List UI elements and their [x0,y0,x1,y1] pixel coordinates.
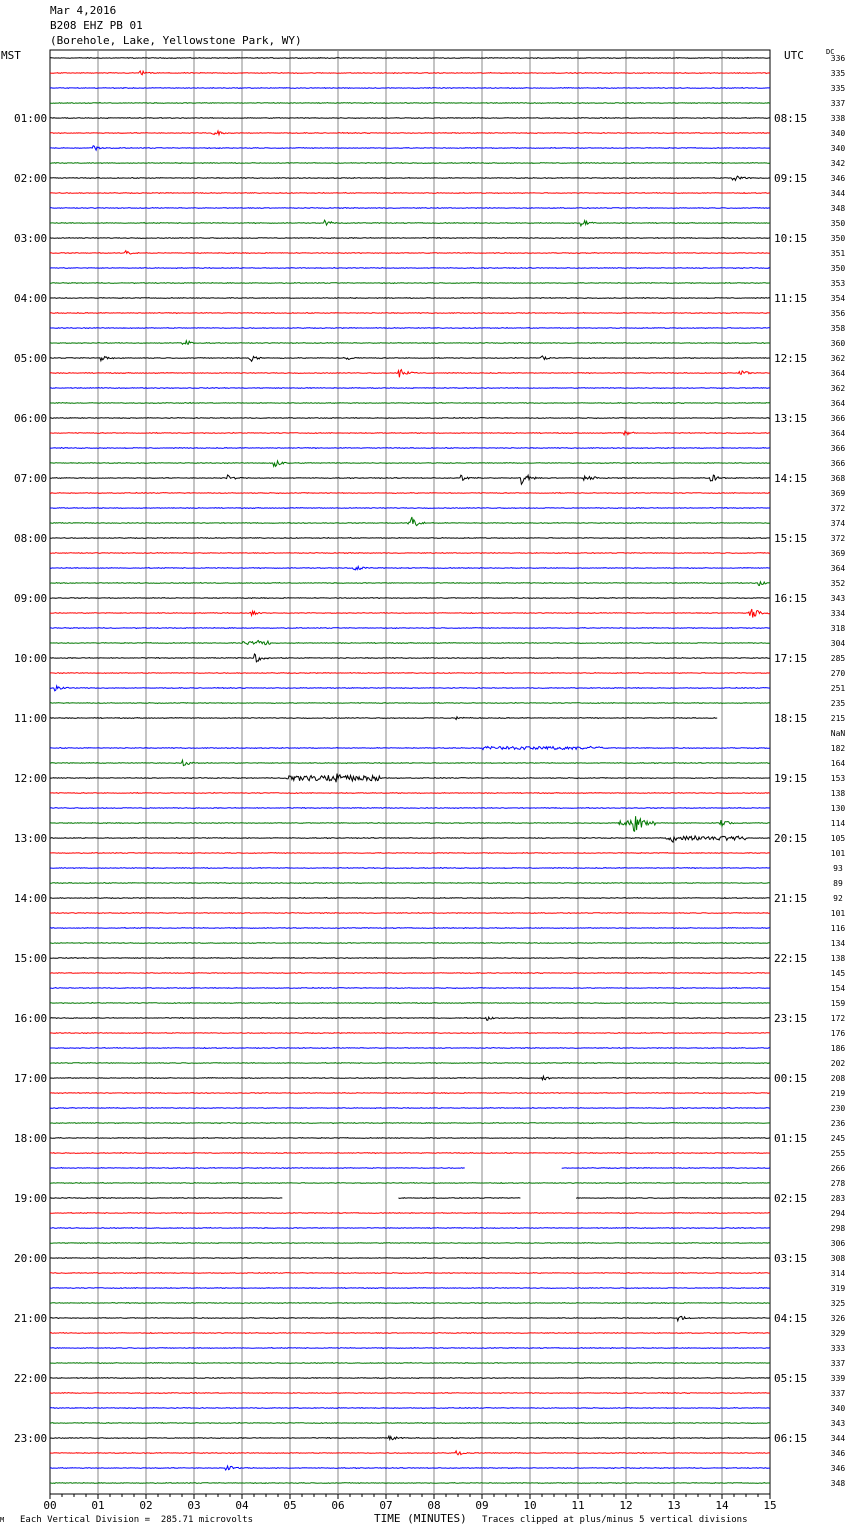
trace-line [50,1093,770,1094]
dc-offset-label: 278 [830,1179,846,1188]
trace-line [50,431,770,435]
dc-offset-label: 366 [830,444,846,453]
dc-offset-label: 138 [830,954,846,963]
trace-line [50,686,770,691]
dc-offset-label: 154 [830,984,846,993]
dc-offset-label: 362 [830,384,846,393]
dc-offset-label: NaN [830,729,846,738]
mst-hour-label: 02:00 [14,172,48,185]
dc-offset-label: 351 [830,249,846,258]
trace-line [50,71,770,75]
dc-offset-label: 346 [830,1464,846,1473]
dc-offset-label: 372 [830,504,846,513]
trace-line [50,538,770,539]
trace-line [50,598,770,599]
xaxis-title: TIME (MINUTES) [374,1512,467,1525]
trace-line [562,1168,770,1169]
trace-line [50,836,770,842]
utc-hour-label: 06:15 [774,1432,808,1445]
x-tick-label: 03 [187,1499,201,1512]
trace-line [50,641,770,645]
dc-offset-label: 342 [830,159,846,168]
dc-offset-label: 364 [830,429,846,438]
x-tick-label: 00 [43,1499,57,1512]
trace-line [50,943,770,944]
x-tick-label: 11 [571,1499,585,1512]
mst-hour-label: 17:00 [14,1072,48,1085]
dc-offset-label: 283 [830,1194,846,1203]
trace-line [50,118,770,119]
dc-offset-label: 354 [830,294,846,303]
trace-line [50,808,770,809]
x-tick-label: 04 [235,1499,249,1512]
dc-offset-label: 138 [830,789,846,798]
utc-hour-label: 04:15 [774,1312,808,1325]
dc-offset-label: 130 [830,804,846,813]
trace-line [50,475,770,484]
dc-offset-label: 364 [830,399,846,408]
trace-line [50,1198,282,1199]
dc-offset-label: 344 [830,1434,846,1443]
trace-line [50,1063,770,1064]
trace-line [50,1228,770,1229]
trace-line [50,1048,770,1049]
location-label: (Borehole, Lake, Yellowstone Park, WY) [50,34,302,47]
x-tick-label: 13 [667,1499,681,1512]
dc-offset-label: 101 [830,849,846,858]
mst-hour-label: 09:00 [14,592,48,605]
trace-line [50,251,770,254]
mst-hour-label: 08:00 [14,532,48,545]
trace-line [50,146,770,150]
dc-offset-label: 318 [830,624,846,633]
x-tick-label: 08 [427,1499,441,1512]
trace-line [50,673,770,674]
trace-line [50,1333,770,1334]
dc-offset-label: 344 [830,189,846,198]
x-tick-label: 02 [139,1499,153,1512]
trace-line [50,370,770,378]
station-label: B208 EHZ PB 01 [50,19,143,32]
mst-hour-label: 12:00 [14,772,48,785]
trace-line [50,1316,770,1320]
dc-offset-label: 145 [830,969,846,978]
trace-line [50,508,770,509]
dc-offset-label: 245 [830,1134,846,1143]
x-tick-label: 06 [331,1499,345,1512]
trace-line [50,760,770,765]
trace-line [50,853,770,854]
dc-offset-label: 348 [830,204,846,213]
dc-offset-label: 350 [830,234,846,243]
dc-offset-label: 208 [830,1074,846,1083]
trace-line [50,1273,770,1274]
dc-offset-label: 369 [830,549,846,558]
dc-offset-label: 219 [830,1089,846,1098]
trace-line [50,654,770,662]
dc-offset-label: 93 [833,864,843,873]
dc-offset-label: 101 [830,909,846,918]
trace-line [50,609,770,618]
trace-line [50,1483,770,1484]
trace-line [50,1363,770,1364]
dc-offset-label: 319 [830,1284,846,1293]
dc-offset-label: 356 [830,309,846,318]
trace-line [50,388,770,389]
dc-offset-label: 251 [830,684,846,693]
trace-line [50,208,770,209]
trace-line [50,403,770,404]
trace-line [50,176,770,180]
trace-line [50,928,770,929]
trace-line [50,774,770,783]
trace-line [50,193,770,194]
mst-hour-label: 10:00 [14,652,48,665]
dc-offset-label: 270 [830,669,846,678]
dc-offset-label: 346 [830,1449,846,1458]
dc-offset-label: 235 [830,699,846,708]
trace-line [50,958,770,959]
trace-line [50,1003,770,1004]
dc-offset-label: 350 [830,219,846,228]
utc-hour-label: 09:15 [774,172,808,185]
trace-line [50,582,770,586]
utc-hour-label: 05:15 [774,1372,808,1385]
trace-line [399,1198,521,1199]
dc-offset-label: 182 [830,744,846,753]
dc-offset-label: 89 [833,879,843,888]
x-tick-label: 09 [475,1499,489,1512]
dc-offset-label: 164 [830,759,846,768]
utc-hour-label: 00:15 [774,1072,808,1085]
trace-line [50,868,770,869]
dc-offset-label: 353 [830,279,846,288]
trace-line [50,973,770,974]
dc-offset-label: 202 [830,1059,846,1068]
dc-offset-label: 304 [830,639,846,648]
dc-offset-label: 92 [833,894,843,903]
trace-line [50,1423,770,1424]
trace-line [50,566,770,570]
utc-hour-label: 21:15 [774,892,808,905]
mst-hour-label: 05:00 [14,352,48,365]
trace-line [50,517,770,526]
trace-line [50,298,770,299]
dc-offset-label: 159 [830,999,846,1008]
utc-hour-label: 17:15 [774,652,808,665]
trace-line [50,1076,770,1080]
trace-line [50,746,770,749]
mst-hour-label: 03:00 [14,232,48,245]
scale-label: Each Vertical Division = 285.71 microvolts [20,1515,253,1525]
mst-hour-label: 14:00 [14,892,48,905]
trace-line [50,341,770,345]
trace-line [50,1303,770,1304]
utc-hour-label: 16:15 [774,592,808,605]
utc-hour-label: 02:15 [774,1192,808,1205]
clip-label: Traces clipped at plus/minus 5 vertical divisions [482,1515,748,1525]
trace-line [50,988,770,989]
dc-offset-label: 372 [830,534,846,543]
dc-offset-label: 285 [830,654,846,663]
dc-offset-label: 337 [830,1389,846,1398]
trace-line [50,1258,770,1259]
mst-hour-label: 01:00 [14,112,48,125]
trace-line [50,1408,770,1409]
dc-offset-label: 308 [830,1254,846,1263]
x-tick-label: 12 [619,1499,633,1512]
x-tick-label: 05 [283,1499,297,1512]
utc-hour-label: 15:15 [774,532,808,545]
mst-hour-label: 20:00 [14,1252,48,1265]
trace-line [50,1378,770,1379]
trace-line [50,131,770,135]
plot-frame [50,50,770,1494]
trace-line [50,1288,770,1289]
mst-hour-label: 15:00 [14,952,48,965]
dc-offset-label: 105 [830,834,846,843]
trace-line [50,1153,770,1154]
trace-line [50,1183,770,1184]
dc-offset-label: 364 [830,564,846,573]
dc-offset-label: 358 [830,324,846,333]
dc-offset-label: 340 [830,144,846,153]
mst-hour-label: 16:00 [14,1012,48,1025]
dc-offset-label: 334 [830,609,846,618]
dc-offset-label: 337 [830,99,846,108]
mst-hour-label: 22:00 [14,1372,48,1385]
mst-hour-label: 13:00 [14,832,48,845]
dc-offset-label: 176 [830,1029,846,1038]
trace-line [50,88,770,89]
trace-line [50,703,770,704]
dc-offset-label: 352 [830,579,846,588]
dc-offset-label: 366 [830,459,846,468]
trace-line [50,1168,465,1169]
dc-offset-label: 366 [830,414,846,423]
mst-hour-label: 11:00 [14,712,48,725]
dc-offset-label: 335 [830,69,846,78]
mst-hour-label: 06:00 [14,412,48,425]
dc-offset-label: 364 [830,369,846,378]
utc-hour-label: 18:15 [774,712,808,725]
mst-hour-label: 19:00 [14,1192,48,1205]
utc-hour-label: 23:15 [774,1012,808,1025]
dc-offset-label: 333 [830,1344,846,1353]
trace-line [50,448,770,449]
date-label: Mar 4,2016 [50,4,117,17]
trace-line [50,1138,770,1139]
trace-line [576,1198,770,1199]
trace-line [50,461,770,467]
dc-offset-label: 306 [830,1239,846,1248]
utc-hour-label: 14:15 [774,472,808,485]
trace-line [50,1466,770,1470]
dc-offset-label: 338 [830,114,846,123]
dc-offset-label: 339 [830,1374,846,1383]
dc-offset-label: 337 [830,1359,846,1368]
dc-offset-label: 350 [830,264,846,273]
trace-line [50,103,770,104]
trace-line [50,913,770,914]
dc-offset-label: 294 [830,1209,846,1218]
trace-line [50,628,770,629]
trace-line [50,356,770,361]
trace-line [50,328,770,329]
dc-offset-label: 326 [830,1314,846,1323]
dc-offset-label: 172 [830,1014,846,1023]
trace-line [50,493,770,494]
utc-hour-label: 10:15 [774,232,808,245]
dc-offset-label: 329 [830,1329,846,1338]
dc-offset-label: 340 [830,129,846,138]
trace-line [50,816,770,831]
trace-line [50,883,770,884]
mst-label: MST [1,49,21,62]
dc-header-label: DC [826,48,835,56]
dc-offset-label: 215 [830,714,846,723]
trace-line [50,238,770,239]
utc-hour-label: 01:15 [774,1132,808,1145]
dc-offset-label: 336 [830,54,846,63]
dc-offset-label: 325 [830,1299,846,1308]
dc-offset-label: 255 [830,1149,846,1158]
trace-line [50,553,770,554]
x-tick-label: 10 [523,1499,537,1512]
trace-line [50,1123,770,1124]
trace-line [50,1451,770,1455]
utc-hour-label: 08:15 [774,112,808,125]
trace-line [50,313,770,314]
trace-line [50,1213,770,1214]
utc-hour-label: 22:15 [774,952,808,965]
dc-offset-label: 134 [830,939,846,948]
dc-offset-label: 266 [830,1164,846,1173]
dc-offset-label: 374 [830,519,846,528]
utc-hour-label: 19:15 [774,772,808,785]
dc-offset-label: 114 [830,819,846,828]
utc-label: UTC [784,49,804,62]
dc-offset-label: 343 [830,1419,846,1428]
trace-line [50,1243,770,1244]
dc-offset-label: 116 [830,924,846,933]
trace-line [50,418,770,419]
mst-hour-label: 23:00 [14,1432,48,1445]
trace-line [50,283,770,284]
x-tick-label: 14 [715,1499,729,1512]
corner-mark: M [0,1516,5,1524]
utc-hour-label: 13:15 [774,412,808,425]
trace-line [50,898,770,899]
trace-line [50,220,770,226]
utc-hour-label: 11:15 [774,292,808,305]
dc-offset-label: 314 [830,1269,846,1278]
mst-hour-label: 18:00 [14,1132,48,1145]
trace-line [50,1393,770,1394]
dc-offset-label: 348 [830,1479,846,1488]
mst-hour-label: 21:00 [14,1312,48,1325]
mst-hour-label: 07:00 [14,472,48,485]
dc-offset-label: 360 [830,339,846,348]
trace-line [50,717,717,720]
x-tick-label: 07 [379,1499,393,1512]
mst-hour-label: 04:00 [14,292,48,305]
trace-line [50,1017,770,1020]
dc-offset-label: 230 [830,1104,846,1113]
dc-offset-label: 340 [830,1404,846,1413]
utc-hour-label: 12:15 [774,352,808,365]
trace-line [50,58,770,59]
dc-offset-label: 335 [830,84,846,93]
utc-hour-label: 20:15 [774,832,808,845]
trace-line [50,163,770,164]
dc-offset-label: 298 [830,1224,846,1233]
utc-hour-label: 03:15 [774,1252,808,1265]
trace-line [50,793,770,794]
trace-line [50,1348,770,1349]
trace-line [50,1108,770,1109]
dc-offset-label: 153 [830,774,846,783]
dc-offset-label: 186 [830,1044,846,1053]
dc-offset-label: 362 [830,354,846,363]
dc-offset-label: 236 [830,1119,846,1128]
dc-offset-label: 368 [830,474,846,483]
dc-offset-label: 369 [830,489,846,498]
x-tick-label: 01 [91,1499,105,1512]
trace-line [50,1033,770,1034]
x-tick-label: 15 [763,1499,777,1512]
trace-line [50,268,770,269]
dc-offset-label: 343 [830,594,846,603]
trace-line [50,1436,770,1440]
dc-offset-label: 346 [830,174,846,183]
